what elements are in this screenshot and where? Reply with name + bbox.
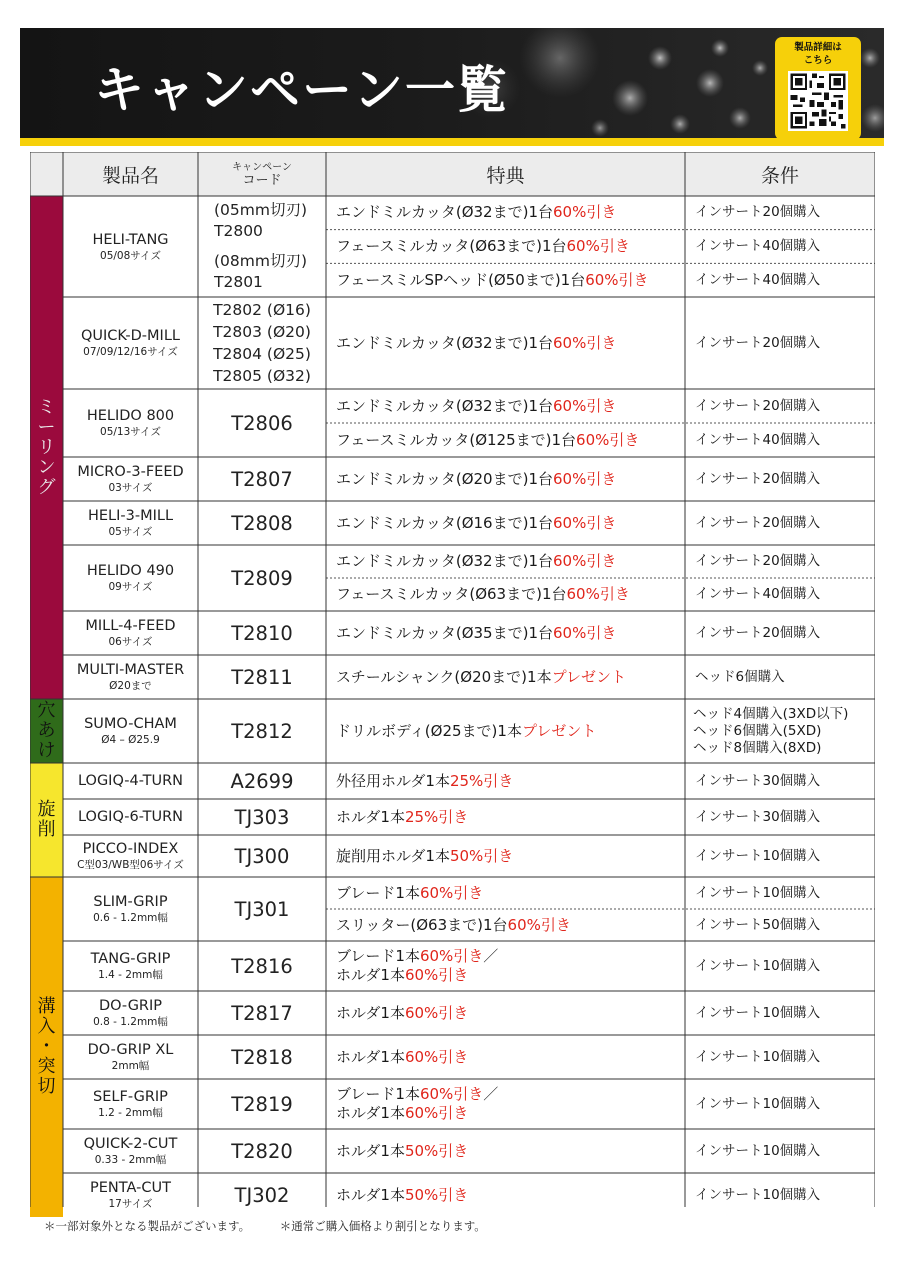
benefit-cell — [326, 230, 685, 264]
benefit-cell — [326, 699, 685, 763]
product-size: Ø4 – Ø25.9 — [101, 734, 160, 746]
product-cell — [63, 297, 198, 389]
benefit-text: ホルダ1本 — [336, 1141, 405, 1160]
condition-text: インサート20個購入 — [695, 397, 821, 414]
category-label-drilling: 穴 あ け — [37, 700, 56, 761]
condition-cell — [685, 991, 875, 1035]
condition-text: インサート20個購入 — [695, 553, 821, 569]
campaign-code-text: TJ302 — [234, 1183, 290, 1207]
product-name: QUICK-D-MILL — [81, 328, 180, 344]
condition-text: インサート20個購入 — [695, 204, 821, 221]
benefit-cell — [326, 1129, 685, 1173]
benefit-line — [336, 668, 685, 687]
product-name: HELIDO 800 — [86, 408, 175, 424]
product-name: SUMO-CHAM — [84, 716, 177, 732]
benefit-cell — [326, 877, 685, 909]
campaign-code-text: A2699 — [230, 769, 294, 793]
campaign-code: T2801 — [214, 272, 263, 291]
condition-text: インサート40個購入 — [695, 271, 821, 288]
benefit-line — [336, 772, 685, 791]
benefit-cell — [326, 1079, 685, 1129]
benefit-separator: ／ — [483, 947, 499, 965]
column-header-product — [63, 152, 198, 196]
benefit-discount: 60%引き — [553, 552, 617, 570]
condition-text: インサート10個購入 — [695, 1004, 821, 1021]
product-cell — [63, 991, 198, 1035]
product-cell — [63, 699, 198, 763]
condition-text: ヘッド6個購入(5XD) — [693, 722, 822, 739]
benefit-text: 外径用ホルダ1本 — [336, 771, 450, 790]
benefit-text: エンドミルカッタ(Ø32まで)1台 — [336, 333, 553, 352]
condition-text: インサート10個購入 — [695, 1048, 821, 1065]
product-name: PICCO-INDEX — [82, 841, 179, 857]
campaign-code — [198, 991, 326, 1035]
product-cell — [63, 457, 198, 501]
column-header-product-label: 製品名 — [101, 164, 159, 187]
benefit-discount: 60%引き — [553, 513, 617, 532]
benefit-line — [336, 1186, 685, 1205]
benefit-line — [336, 916, 685, 935]
product-size: 03サイズ — [108, 482, 153, 494]
product-cell — [63, 1035, 198, 1079]
benefit-cell — [326, 941, 685, 991]
column-header-code — [198, 152, 326, 196]
campaign-code-text: T2812 — [231, 719, 293, 743]
category-drilling — [30, 699, 63, 763]
benefit-line — [336, 1048, 685, 1067]
benefit-cell — [326, 611, 685, 655]
product-size: 0.33 - 2mm幅 — [94, 1154, 167, 1166]
condition-cell — [685, 1173, 875, 1217]
condition-cell — [685, 699, 875, 763]
benefit-line — [336, 847, 685, 866]
product-name: DO-GRIP — [98, 998, 163, 1014]
product-name: TANG-GRIP — [90, 951, 171, 967]
product-cell — [63, 196, 198, 297]
page-title: キャンペーン一覧 — [94, 61, 509, 119]
condition-text: インサート10個購入 — [695, 1142, 821, 1159]
category-label-turning: 旋 削 — [37, 799, 56, 840]
campaign-code-group — [214, 247, 326, 298]
campaign-code-text: T2816 — [231, 954, 293, 978]
benefit-text: ホルダ1本 — [336, 966, 405, 984]
benefit-line — [336, 271, 685, 290]
campaign-code — [198, 835, 326, 877]
qr-link[interactable] — [775, 37, 861, 140]
condition-text: インサート40個購入 — [695, 586, 821, 602]
campaign-code-text: T2807 — [231, 467, 293, 491]
product-size: Ø20まで — [109, 680, 152, 692]
condition-cell — [685, 1035, 875, 1079]
product-cell — [63, 545, 198, 611]
product-size: 05/08サイズ — [100, 249, 161, 262]
category-milling — [30, 196, 63, 699]
campaign-code-text: TJ300 — [234, 844, 290, 868]
campaign-code — [198, 1129, 326, 1173]
benefit-text: 旋削用ホルダ1本 — [336, 846, 450, 865]
product-name: SELF-GRIP — [93, 1089, 168, 1105]
benefit-cell — [326, 389, 685, 423]
benefit-cell — [326, 763, 685, 799]
condition-text: インサート10個購入 — [695, 957, 821, 974]
condition-text: ヘッド8個購入(8XD) — [693, 739, 822, 756]
campaign-code: (05mm切刃) — [214, 201, 308, 220]
benefit-text: エンドミルカッタ(Ø16まで)1台 — [336, 513, 553, 532]
product-cell — [63, 389, 198, 457]
condition-text: インサート10個購入 — [695, 847, 821, 864]
benefit-discount: 25%引き — [404, 807, 469, 826]
column-header-condition-label: 条件 — [760, 164, 799, 187]
benefit-text: エンドミルカッタ(Ø32まで)1台 — [336, 552, 553, 570]
campaign-code-text: T2806 — [231, 411, 293, 435]
condition-cell — [685, 196, 875, 230]
product-name: LOGIQ-4-TURN — [77, 773, 184, 789]
benefit-cell — [326, 545, 685, 578]
product-size: 09サイズ — [108, 581, 153, 593]
column-header-benefit-label: 特典 — [486, 164, 525, 187]
benefit-line — [336, 1085, 685, 1104]
benefit-cell — [326, 263, 685, 297]
benefit-line — [336, 431, 685, 450]
benefit-line — [336, 552, 685, 571]
condition-cell — [685, 578, 875, 611]
product-name: MULTI-MASTER — [76, 662, 185, 678]
campaign-code-list — [198, 297, 326, 389]
condition-cell — [685, 877, 875, 909]
benefit-cell — [326, 1173, 685, 1217]
campaign-code — [198, 1035, 326, 1079]
benefit-line — [336, 722, 685, 741]
category-turning — [30, 763, 63, 877]
product-cell — [63, 763, 198, 799]
benefit-discount: 60%引き — [566, 236, 630, 255]
condition-text: ヘッド4個購入(3XD以下) — [693, 705, 849, 722]
product-name: MILL-4-FEED — [85, 618, 176, 634]
condition-text: インサート20個購入 — [695, 514, 821, 531]
product-size: 06サイズ — [108, 636, 153, 648]
campaign-code — [198, 699, 326, 763]
benefit-text: ホルダ1本 — [336, 1003, 405, 1022]
campaign-code-text: T2818 — [231, 1045, 293, 1069]
campaign-code-text: T2817 — [231, 1001, 293, 1025]
benefit-discount: 60%引き — [419, 1085, 484, 1103]
benefit-text: フェースミルカッタ(Ø125まで)1台 — [336, 430, 577, 449]
benefit-text: エンドミルカッタ(Ø32まで)1台 — [336, 203, 553, 222]
product-size: 05/13サイズ — [100, 426, 161, 438]
product-size: 0.6 - 1.2mm幅 — [93, 912, 168, 924]
benefit-line — [336, 334, 685, 353]
benefit-text: フェースミルSPヘッド(Ø50まで)1台 — [336, 270, 586, 289]
campaign-code: T2804 (Ø25) — [213, 345, 311, 363]
product-cell — [63, 1129, 198, 1173]
benefit-discount: 60%引き — [553, 396, 617, 415]
condition-cell — [685, 457, 875, 501]
benefit-line — [336, 808, 685, 827]
benefit-line — [336, 884, 685, 903]
product-name: PENTA-CUT — [90, 1180, 171, 1196]
benefit-text: エンドミルカッタ(Ø32まで)1台 — [336, 396, 553, 415]
condition-cell — [685, 389, 875, 423]
product-size: 1.4 - 2mm幅 — [98, 969, 163, 981]
condition-text: ヘッド6個購入 — [695, 668, 785, 685]
condition-text: インサート40個購入 — [695, 237, 821, 254]
benefit-cell — [326, 991, 685, 1035]
product-name: DO-GRIP XL — [87, 1042, 174, 1058]
benefit-discount: 50%引き — [404, 1141, 469, 1160]
campaign-code-text: T2811 — [231, 665, 293, 689]
product-name: QUICK-2-CUT — [83, 1136, 178, 1152]
qr-label: 製品詳細は こちら — [794, 42, 842, 66]
benefit-text: ホルダ1本 — [336, 1104, 405, 1122]
condition-cell — [685, 1079, 875, 1129]
benefit-discount: 60%引き — [419, 883, 484, 902]
condition-text: インサート20個購入 — [695, 470, 821, 487]
campaign-code — [198, 655, 326, 699]
benefit-line — [336, 514, 685, 533]
campaign-code — [198, 1173, 326, 1217]
benefit-cell — [326, 655, 685, 699]
footnote-1: ＊一部対象外となる製品がございます。 — [44, 1219, 251, 1233]
benefit-cell — [326, 196, 685, 230]
condition-text: インサート10個購入 — [695, 1095, 821, 1112]
benefit-discount: プレゼント — [551, 667, 626, 686]
campaign-code — [198, 611, 326, 655]
product-cell — [63, 611, 198, 655]
campaign-code-text: T2819 — [231, 1092, 293, 1116]
condition-text: インサート40個購入 — [695, 431, 821, 448]
product-cell — [63, 799, 198, 835]
product-name: MICRO-3-FEED — [77, 464, 184, 480]
benefit-cell — [326, 297, 685, 389]
campaign-code — [198, 799, 326, 835]
product-name: HELI-TANG — [92, 231, 169, 248]
campaign-code-text: T2809 — [231, 566, 293, 590]
benefit-discount: 60%引き — [553, 469, 617, 488]
benefit-cell — [326, 457, 685, 501]
column-header-condition — [685, 152, 875, 196]
benefit-discount: 60%引き — [585, 270, 649, 289]
campaign-code-text: TJ303 — [234, 805, 290, 829]
benefit-line — [336, 966, 685, 985]
benefit-text: ホルダ1本 — [336, 807, 405, 826]
benefit-line — [336, 237, 685, 256]
product-name: HELIDO 490 — [86, 563, 175, 579]
product-cell — [63, 877, 198, 941]
benefit-line — [336, 1004, 685, 1023]
category-label-milling: ミ ー リ ン グ — [37, 396, 56, 498]
campaign-code: T2803 (Ø20) — [213, 323, 311, 341]
benefit-discount: 50%引き — [404, 1185, 469, 1204]
condition-cell — [685, 909, 875, 941]
condition-cell — [685, 611, 875, 655]
benefit-text: ホルダ1本 — [336, 1047, 405, 1066]
product-cell — [63, 1079, 198, 1129]
product-cell — [63, 941, 198, 991]
campaign-code — [198, 941, 326, 991]
campaign-code — [198, 545, 326, 611]
column-header-code-top: キャンペーン — [232, 162, 292, 173]
condition-cell — [685, 501, 875, 545]
benefit-line — [336, 624, 685, 643]
product-size: 2mm幅 — [111, 1060, 150, 1072]
condition-cell — [685, 835, 875, 877]
banner-stripe — [20, 138, 884, 146]
column-header-benefit — [326, 152, 685, 196]
product-cell — [63, 501, 198, 545]
condition-text: インサート20個購入 — [695, 624, 821, 641]
product-size: C型03/WB型06サイズ — [77, 859, 184, 871]
header-banner — [20, 28, 884, 146]
benefit-text: フェースミルカッタ(Ø63まで)1台 — [336, 585, 567, 603]
benefit-line — [336, 1104, 685, 1123]
condition-text: インサート30個購入 — [695, 808, 821, 825]
benefit-cell — [326, 1035, 685, 1079]
condition-cell — [685, 263, 875, 297]
campaign-table — [30, 152, 875, 1210]
campaign-code: T2802 (Ø16) — [213, 301, 311, 319]
benefit-text: エンドミルカッタ(Ø20まで)1台 — [336, 469, 553, 488]
condition-text: インサート50個購入 — [695, 916, 821, 933]
category-label-grooving: 溝 入 ・ 突 切 — [37, 996, 56, 1097]
product-size: 0.8 - 1.2mm幅 — [93, 1016, 168, 1028]
condition-cell — [685, 423, 875, 457]
campaign-code-text: T2810 — [231, 621, 293, 645]
condition-text: インサート20個購入 — [695, 334, 821, 351]
benefit-discount: 60%引き — [404, 1003, 469, 1022]
condition-cell — [685, 799, 875, 835]
condition-cell — [685, 941, 875, 991]
benefit-line — [336, 585, 685, 604]
benefit-discount: 60%引き — [566, 585, 630, 603]
campaign-code — [198, 457, 326, 501]
benefit-text: スリッター(Ø63まで)1台 — [336, 915, 508, 934]
product-size: 07/09/12/16サイズ — [83, 346, 178, 358]
benefit-line — [336, 397, 685, 416]
product-cell — [63, 1173, 198, 1217]
campaign-code-group — [214, 196, 326, 247]
benefit-text: ブレード1本 — [336, 883, 420, 902]
benefit-discount: 60%引き — [419, 947, 484, 965]
benefit-discount: 60%引き — [404, 966, 469, 984]
benefit-separator: ／ — [483, 1085, 499, 1103]
category-grooving — [30, 877, 63, 1217]
benefit-text: ブレード1本 — [336, 1085, 420, 1103]
benefit-discount: 25%引き — [449, 771, 514, 790]
campaign-code-text: T2820 — [231, 1139, 293, 1163]
benefit-cell — [326, 578, 685, 611]
campaign-code: T2800 — [214, 222, 263, 241]
benefit-discount: プレゼント — [521, 721, 597, 740]
campaign-code — [198, 501, 326, 545]
benefit-line — [336, 1142, 685, 1161]
condition-cell — [685, 297, 875, 389]
benefit-cell — [326, 423, 685, 457]
product-name: HELI-3-MILL — [87, 508, 174, 524]
product-cell — [63, 835, 198, 877]
campaign-code-text: T2808 — [231, 511, 293, 535]
condition-cell — [685, 1129, 875, 1173]
benefit-discount: 50%引き — [449, 846, 514, 865]
benefit-cell — [326, 501, 685, 545]
benefit-text: ホルダ1本 — [336, 1185, 405, 1204]
campaign-code — [198, 877, 326, 941]
benefit-discount: 60%引き — [404, 1047, 469, 1066]
benefit-discount: 60%引き — [553, 623, 617, 642]
benefit-text: ドリルボディ(Ø25まで)1本 — [336, 721, 522, 740]
column-header-code-bottom: コード — [242, 173, 282, 188]
campaign-code: T2805 (Ø32) — [213, 367, 311, 385]
campaign-code-text: TJ301 — [234, 897, 290, 921]
condition-text: インサート30個購入 — [695, 772, 821, 789]
benefit-text: ブレード1本 — [336, 947, 420, 965]
condition-cell — [685, 763, 875, 799]
benefit-cell — [326, 835, 685, 877]
condition-cell — [685, 545, 875, 578]
benefit-cell — [326, 799, 685, 835]
footnotes — [44, 1218, 512, 1234]
benefit-text: フェースミルカッタ(Ø63まで)1台 — [336, 236, 567, 255]
condition-text: インサート10個購入 — [695, 884, 821, 901]
product-cell — [63, 655, 198, 699]
campaign-code — [198, 763, 326, 799]
campaign-code — [198, 1079, 326, 1129]
benefit-line — [336, 203, 685, 222]
benefit-discount: 60%引き — [553, 203, 617, 222]
condition-cell — [685, 655, 875, 699]
benefit-discount: 60%引き — [576, 430, 640, 449]
product-size: 05サイズ — [108, 526, 153, 538]
footnote-2: ＊通常ご購入価格より割引となります。 — [279, 1219, 486, 1233]
condition-text: インサート10個購入 — [695, 1186, 821, 1203]
benefit-discount: 60%引き — [507, 915, 571, 934]
product-name: LOGIQ-6-TURN — [77, 809, 184, 825]
benefit-line — [336, 947, 685, 966]
campaign-code — [198, 389, 326, 457]
condition-cell — [685, 230, 875, 264]
product-size: 17サイズ — [108, 1198, 153, 1210]
qr-code-icon — [788, 71, 848, 131]
product-size: 1.2 - 2mm幅 — [98, 1107, 163, 1119]
benefit-discount: 60%引き — [404, 1104, 469, 1122]
benefit-text: エンドミルカッタ(Ø35まで)1台 — [336, 623, 553, 642]
benefit-text: スチールシャンク(Ø20まで)1本 — [336, 667, 552, 686]
benefit-line — [336, 470, 685, 489]
benefit-cell — [326, 909, 685, 941]
campaign-code: (08mm切刃) — [214, 251, 308, 270]
benefit-discount: 60%引き — [553, 333, 617, 352]
product-name: SLIM-GRIP — [93, 894, 168, 910]
